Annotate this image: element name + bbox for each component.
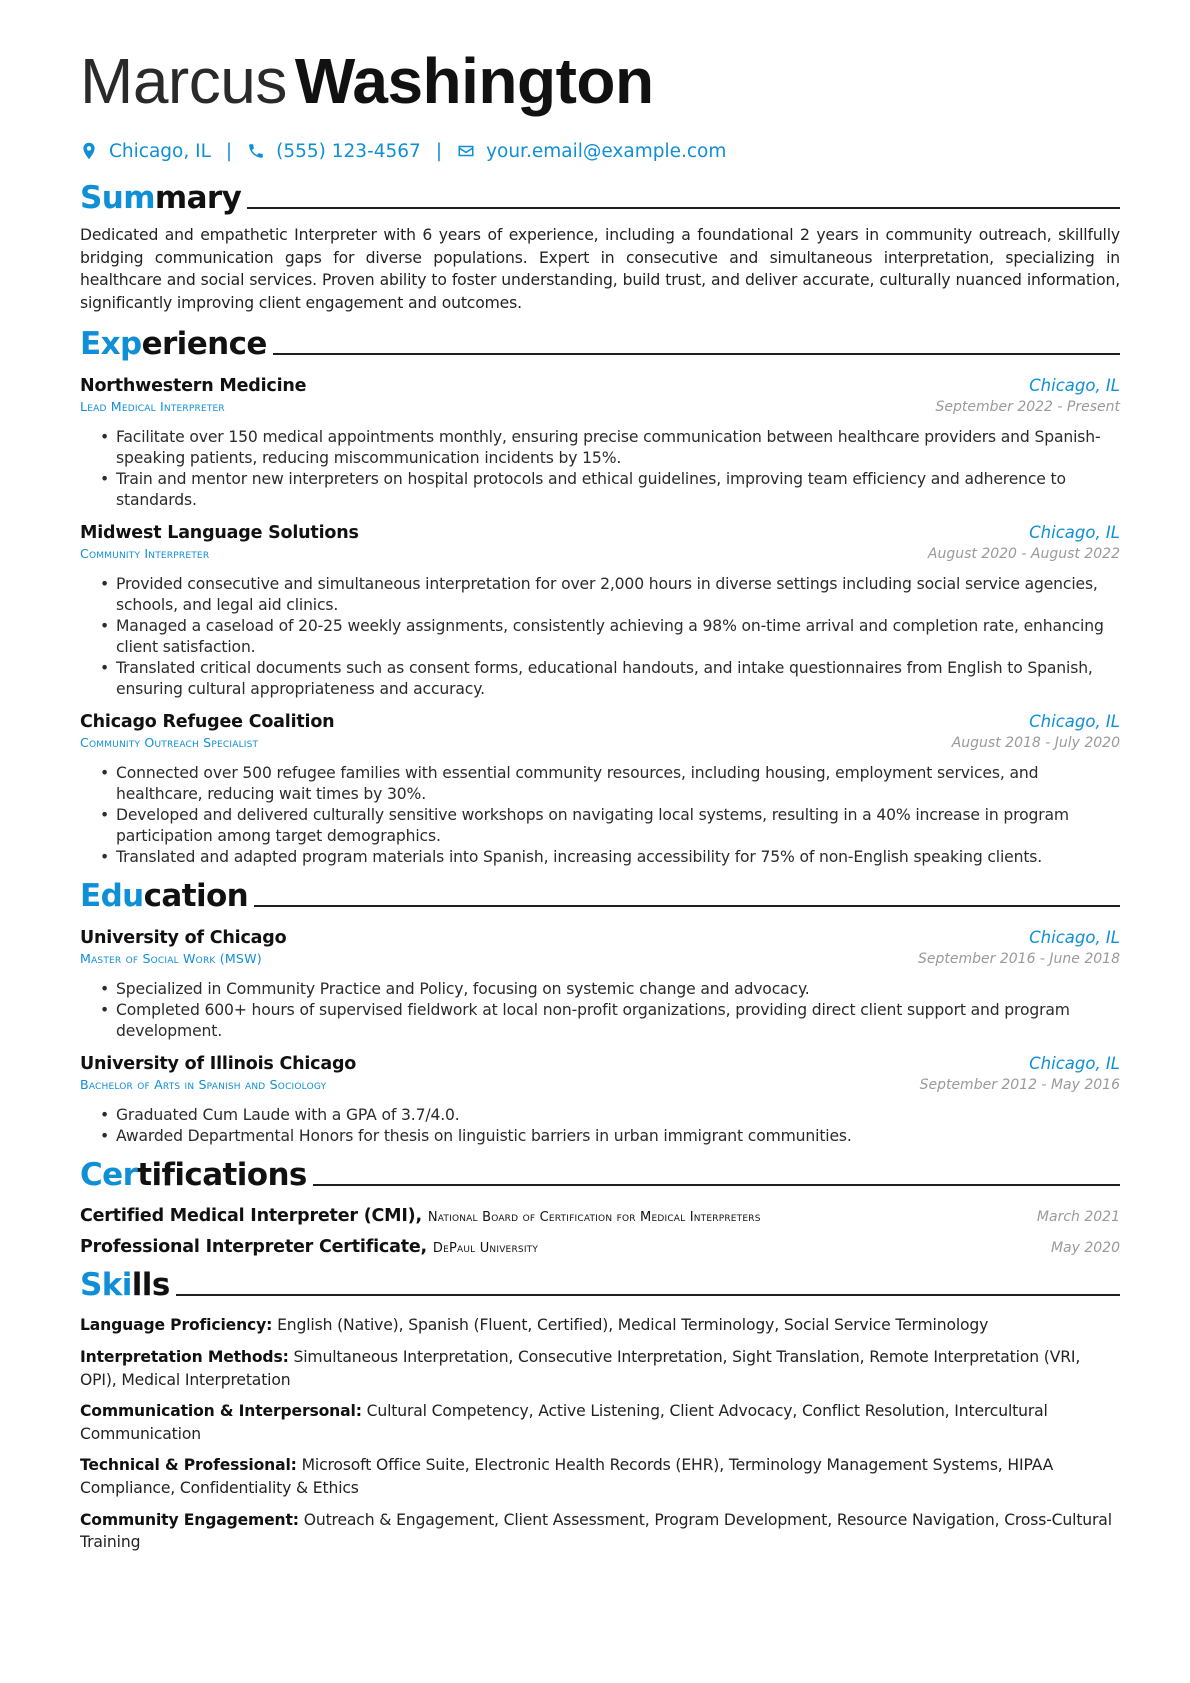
contact-separator: |	[435, 140, 443, 162]
bullet-list	[80, 427, 1120, 511]
bullet-item: • Translated and adapted program materials into Spanish, increasing accessibility for 75% of non-English speaking clients.	[100, 847, 1120, 868]
skill-list: Outreach & Engagement, Client Assessment, Program Development, Resource Navigation, Cross-Cultural Training	[80, 1510, 1112, 1552]
contact-email[interactable]	[457, 141, 726, 162]
job-title: Lead Medical Interpreter	[80, 399, 225, 415]
entry-dates: August 2020 - August 2022	[927, 546, 1120, 563]
certification-name: Professional Interpreter Certificate	[80, 1237, 421, 1258]
section-title-certifications: Certifications	[80, 1157, 307, 1194]
section-rule	[273, 353, 1120, 355]
bullet-item: • Train and mentor new interpreters on hospital protocols and ethical guidelines, improving team efficiency and adherence to standards.	[100, 469, 1120, 511]
school-name: University of Chicago	[80, 928, 287, 949]
bullet-list	[80, 763, 1120, 868]
experience-entry	[80, 523, 1120, 700]
certification-item: Certified Medical Interpreter (CMI), National Board of Certification for Medical Interpreters March 2021	[80, 1206, 1120, 1227]
first-name: Marcus	[80, 45, 287, 117]
entry-dates: September 2016 - June 2018	[918, 951, 1120, 968]
education-entry	[80, 1054, 1120, 1147]
skill-list: Cultural Competency, Active Listening, Client Advocacy, Conflict Resolution, Intercultural Communication	[80, 1402, 1048, 1443]
degree: Bachelor of Arts in Spanish and Sociology	[80, 1077, 327, 1093]
contact-line	[80, 136, 1120, 166]
entry-location: Chicago, IL	[1029, 523, 1120, 543]
section-header-experience	[80, 324, 1120, 364]
skill-list: English (Native), Spanish (Fluent, Certified), Medical Terminology, Social Service Terminology	[277, 1316, 989, 1335]
employer-name: Chicago Refugee Coalition	[80, 712, 335, 733]
section-rule	[176, 1294, 1120, 1296]
section-rule	[313, 1184, 1120, 1186]
email-link[interactable]: your.email@example.com	[486, 140, 727, 162]
section-rule	[254, 905, 1120, 907]
bullet-list	[80, 979, 1120, 1042]
bullet-item: • Graduated Cum Laude with a GPA of 3.7/4.0.	[100, 1105, 1120, 1126]
resume-page	[80, 0, 1120, 1554]
bullet-item: • Connected over 500 refugee families with essential community resources, including housing, employment services, and healthcare, reducing wait times by 30%.	[100, 763, 1120, 805]
skill-row	[80, 1509, 1120, 1554]
employer-name: Northwestern Medicine	[80, 376, 307, 397]
bullet-item: • Completed 600+ hours of supervised fieldwork at local non-profit organizations, providing direct client support and program development.	[100, 1000, 1120, 1042]
education-entry	[80, 928, 1120, 1042]
bullet-list	[80, 574, 1120, 700]
skill-row	[80, 1314, 1120, 1337]
certification-name: Certified Medical Interpreter (CMI)	[80, 1206, 416, 1227]
entry-location: Chicago, IL	[1029, 376, 1120, 396]
certification-date: May 2020	[1050, 1240, 1120, 1257]
bullet-item: • Provided consecutive and simultaneous interpretation for over 2,000 hours in diverse settings including social service agencies, schools, and legal aid clinics.	[100, 574, 1120, 616]
envelope-icon	[457, 142, 475, 160]
bullet-item: • Facilitate over 150 medical appointments monthly, ensuring precise communication between healthcare providers and Spanish-speaking patients, reducing miscommunication incidents by 15%.	[100, 427, 1120, 469]
section-rule	[247, 207, 1120, 209]
skill-list: Simultaneous Interpretation, Consecutive Interpretation, Sight Translation, Remote Interpretation (VRI, OPI), Medical Interpretation	[80, 1347, 1081, 1389]
skill-category: Interpretation Methods:	[80, 1347, 289, 1366]
phone-icon	[247, 142, 265, 160]
skill-category: Community Engagement:	[80, 1510, 299, 1529]
skill-category: Technical & Professional:	[80, 1456, 297, 1475]
last-name: Washington	[294, 45, 654, 117]
section-title-summary: Summary	[80, 180, 242, 216]
map-marker-icon	[80, 142, 98, 160]
degree: Master of Social Work (MSW)	[80, 951, 262, 967]
bullet-list	[80, 1105, 1120, 1147]
skill-category: Communication & Interpersonal:	[80, 1402, 362, 1421]
bullet-item: • Developed and delivered culturally sensitive workshops on navigating local systems, resulting in a 40% increase in program participation among target demographics.	[100, 805, 1120, 847]
section-title-experience: Experience	[80, 326, 267, 363]
job-title: Community Interpreter	[80, 546, 210, 562]
summary-text: Dedicated and empathetic Interpreter with 6 years of experience, including a foundational 2 years in community outreach, skillfully bridging communication gaps for diverse populations. Expert in consecutive and simultaneous interpretation, specializing in healthcare and social services. Proven ability to foster understanding, build trust, and deliver accurate, culturally nuanced information, significantly improving client engagement and outcomes.	[80, 226, 1120, 312]
entry-dates: August 2018 - July 2020	[951, 735, 1120, 752]
section-header-certifications	[80, 1155, 1120, 1195]
location-text: Chicago, IL	[109, 140, 211, 162]
certification-date: March 2021	[1036, 1209, 1120, 1226]
entry-location: Chicago, IL	[1029, 1054, 1120, 1074]
contact-phone[interactable]	[247, 141, 421, 162]
entry-location: Chicago, IL	[1029, 712, 1120, 732]
employer-name: Midwest Language Solutions	[80, 523, 359, 544]
bullet-item: • Translated critical documents such as consent forms, educational handouts, and intake questionnaires from English to Spanish, ensuring cultural appropriateness and accuracy.	[100, 658, 1120, 700]
skill-row	[80, 1454, 1120, 1499]
job-title: Community Outreach Specialist	[80, 735, 259, 751]
entry-dates: September 2022 - Present	[935, 399, 1120, 416]
certification-issuer: National Board of Certification for Medical Interpreters	[427, 1210, 761, 1226]
phone-text: (555) 123-4567	[276, 140, 421, 162]
entry-location: Chicago, IL	[1029, 928, 1120, 948]
contact-separator: |	[225, 140, 233, 162]
school-name: University of Illinois Chicago	[80, 1054, 357, 1075]
contact-location	[80, 141, 211, 162]
section-title-skills: Skills	[80, 1267, 170, 1304]
skill-category: Language Proficiency:	[80, 1316, 273, 1335]
experience-entry	[80, 712, 1120, 868]
certification-item: Professional Interpreter Certificate, DePaul University May 2020	[80, 1237, 1120, 1258]
section-header-skills	[80, 1265, 1120, 1305]
skill-row	[80, 1346, 1120, 1391]
bullet-item: • Managed a caseload of 20-25 weekly assignments, consistently achieving a 98% on-time arrival and completion rate, enhancing client satisfaction.	[100, 616, 1120, 658]
bullet-item: • Awarded Departmental Honors for thesis on linguistic barriers in urban immigrant communities.	[100, 1126, 1120, 1147]
section-header-summary	[80, 178, 1120, 218]
section-title-education: Education	[80, 878, 249, 915]
certification-issuer: DePaul University	[432, 1241, 539, 1257]
skill-row	[80, 1400, 1120, 1445]
bullet-item: • Specialized in Community Practice and Policy, focusing on systemic change and advocacy.	[100, 979, 1120, 1000]
section-header-education	[80, 876, 1120, 916]
experience-entry	[80, 376, 1120, 511]
candidate-name	[80, 36, 1120, 126]
entry-dates: September 2012 - May 2016	[919, 1077, 1120, 1094]
skill-list: Microsoft Office Suite, Electronic Health Records (EHR), Terminology Management Systems, HIPAA Compliance, Confidentiality & Ethics	[80, 1456, 1054, 1497]
